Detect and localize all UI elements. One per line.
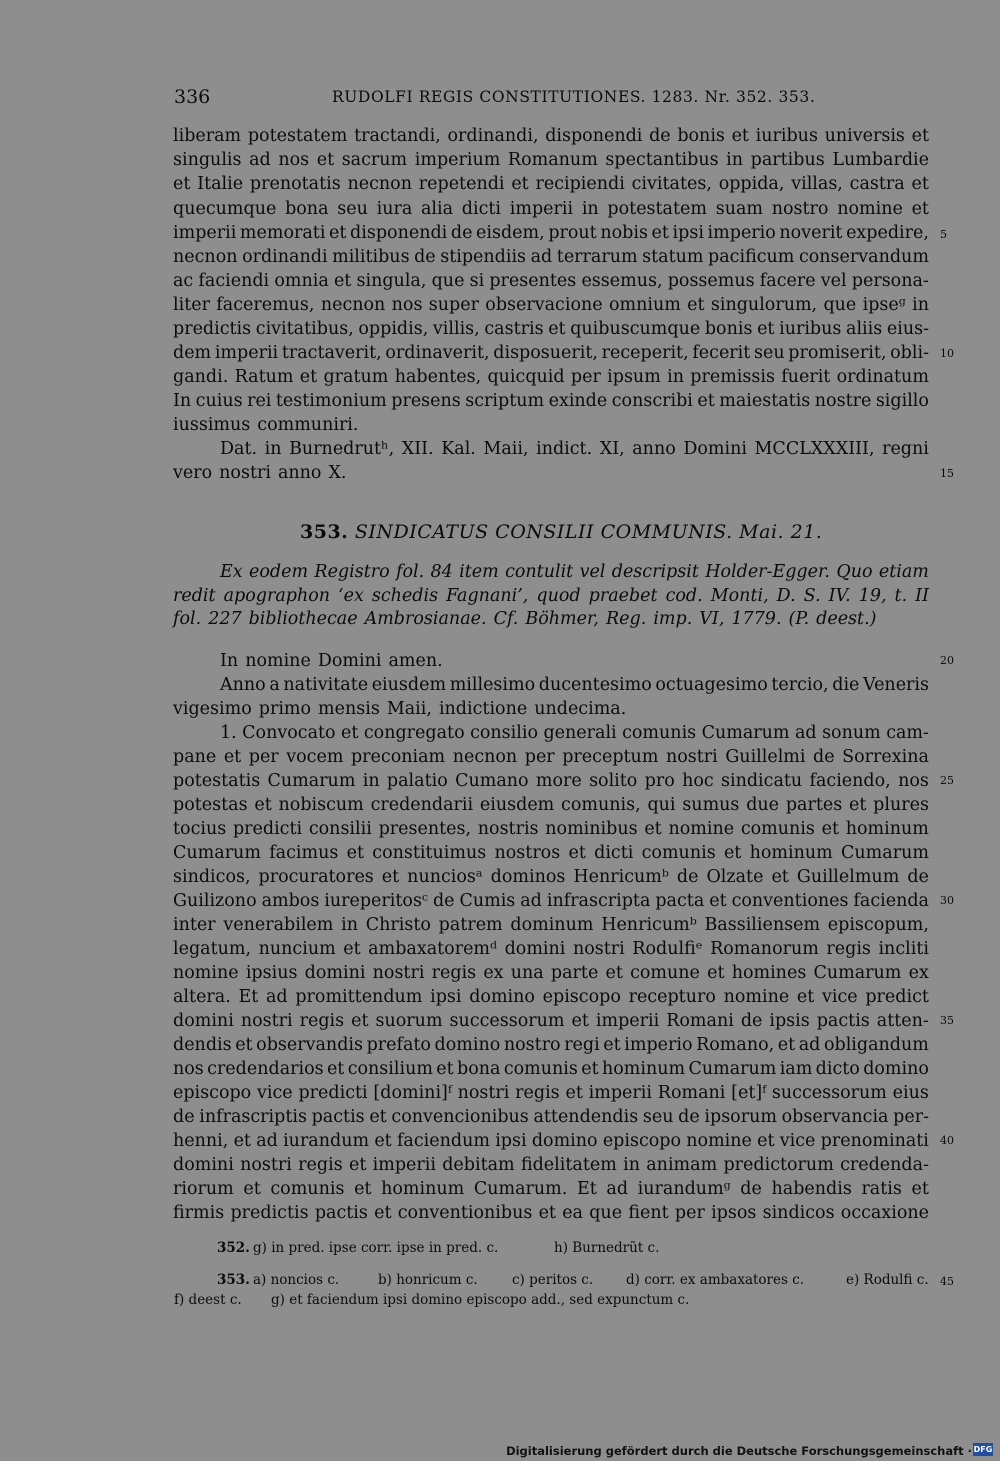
text-line: domini nostri regis et suorum successorum et imperii Romani de ipsis pactis atten- [173, 1011, 929, 1031]
text-line: vero nostri anno X. [173, 463, 347, 483]
text-line: henni, et ad iurandum et faciendum ipsi domino episcopo nomine et vice prenominati [173, 1131, 929, 1151]
text-line: pane et per vocem preconiam necnon per preceptum nostri Guillelmi de Sorrexina [173, 747, 929, 767]
text-line: gandi. Ratum et gratum habentes, quicquid per ipsum in premissis fuerit ordinatum [173, 367, 929, 387]
text-line: In cuius rei testimonium presens scriptum exinde conscribi et maiestatis nostre sigillo [173, 391, 929, 411]
text-line: predictis civitatibus, oppidis, villis, castris et quibuscumque bonis et iuribus aliis eius- [173, 319, 929, 339]
page-number: 336 [174, 86, 211, 108]
text-line: necnon ordinandi militibus de stipendiis ad terrarum statum pacificum conservandum [173, 247, 929, 267]
text-line: Cumarum facimus et constituimus nostros et dicti comunis et hominum Cumarum [173, 843, 929, 863]
footer-credit: Digitalisierung gefördert durch die Deutsche Forschungsgemeinschaft · [506, 1444, 972, 1458]
text-line: legatum, nuncium et ambaxatoremᵈ domini nostri Rodulfiᵉ Romanorum regis incliti [173, 939, 929, 959]
text-line: nos credendarios et consilium et bona comunis et hominum Cumarum iam dicto domino [173, 1059, 929, 1079]
text-line: inter venerabilem in Christo patrem dominum Henricumᵇ Bassiliensem episcopum, [173, 915, 929, 935]
margin-line-number: 15 [940, 467, 954, 480]
text-line: et Italie prenotatis necnon repetendi et recipiendi civitates, oppida, villas, castra et [173, 174, 929, 194]
margin-line-number: 10 [940, 347, 954, 360]
section-number: 353. [300, 521, 349, 543]
margin-line-number: 30 [940, 894, 954, 907]
text-line: singulis ad nos et sacrum imperium Romanum spectantibus in partibus Lumbardie [173, 150, 929, 170]
footnote-353-e: e) Rodulfi c. [846, 1272, 929, 1288]
margin-line-number: 5 [940, 228, 947, 241]
margin-line-number: 35 [940, 1014, 954, 1027]
section-title [300, 521, 822, 543]
dfg-logo-icon: DFG [973, 1445, 993, 1454]
margin-line-number: 25 [940, 774, 954, 787]
footnote-353-f: f) deest c. [174, 1292, 242, 1308]
footnote-number-353: 353. [217, 1272, 250, 1288]
text-line: vigesimo primo mensis Maii, indictione undecima. [173, 699, 627, 719]
footnote-353-g: g) et faciendum ipsi domino episcopo add., sed expunctum c. [271, 1292, 690, 1308]
text-line: 1. Convocato et congregato consilio generali comunis Cumarum ad sonum cam- [220, 723, 929, 743]
text-line: Anno a nativitate eiusdem millesimo ducentesimo octuagesimo tercio, die Veneris [220, 675, 929, 695]
text-line: altera. Et ad promittendum ipsi domino episcopo recepturo nomine et vice predict [173, 987, 929, 1007]
running-header: RUDOLFI REGIS CONSTITUTIONES. 1283. Nr. 352. 353. [332, 88, 816, 106]
text-line: ac faciendi omnia et singula, que si presentes essemus, possemus facere vel persona- [173, 271, 929, 291]
text-line: episcopo vice predicti [domini]ᶠ nostri regis et imperii Romani [et]ᶠ successorum eius [173, 1083, 929, 1103]
text-line: imperii memorati et disponendi de eisdem, prout nobis et ipsi imperio noverit expedire, [173, 223, 929, 243]
text-line: nomine ipsius domini nostri regis ex una parte et comune et homines Cumarum ex [173, 963, 929, 983]
text-line: Dat. in Burnedrutʰ, XII. Kal. Maii, indict. XI, anno Domini MCCLXXXIII, regni [220, 439, 929, 459]
text-line: de infrascriptis pactis et convencionibus attendendis seu de ipsorum observancia per- [173, 1107, 929, 1127]
text-line: tocius predicti consilii presentes, nostris nominibus et nomine comunis et hominum [173, 819, 929, 839]
footnote-352-g: g) in pred. ipse corr. ipse in pred. c. [253, 1240, 499, 1256]
text-line: In nomine Domini amen. [220, 651, 443, 671]
text-line: dem imperii tractaverit, ordinaverit, disposuerit, receperit, fecerit seu promiserit, obli- [173, 343, 929, 363]
text-line: riorum et comunis et hominum Cumarum. Et ad iurandumᵍ de habendis ratis et [173, 1179, 929, 1199]
footnote-353-b: b) honricum c. [378, 1272, 478, 1288]
margin-line-number: 45 [940, 1275, 954, 1288]
text-line: sindicos, procuratores et nunciosᵃ dominos Henricumᵇ de Olzate et Guillelmum de [173, 867, 929, 887]
text-line: firmis predictis pactis et conventionibus et ea que fient per ipsos sindicos occaxione [173, 1203, 929, 1223]
margin-line-number: 40 [940, 1134, 954, 1147]
text-line: dendis et observandis prefato domino nostro regi et imperio Romano, et ad obligandum [173, 1035, 929, 1055]
footnote-353-d: d) corr. ex ambaxatores c. [626, 1272, 805, 1288]
source-line: fol. 227 bibliothecae Ambrosianae. Cf. Böhmer, Reg. imp. VI, 1779. (P. deest.) [173, 609, 877, 629]
text-line: potestatis Cumarum in palatio Cumano more solito pro hoc sindicatu faciendo, nos [173, 771, 929, 791]
footnote-number-352: 352. [217, 1240, 250, 1256]
footnote-352-h: h) Burnedrũt c. [554, 1240, 660, 1256]
text-line: iussimus communiri. [173, 415, 359, 435]
text-line: potestas et nobiscum credendarii eiusdem comunis, qui sumus due partes et plures [173, 795, 929, 815]
footnote-353-c: c) peritos c. [512, 1272, 594, 1288]
margin-line-number: 20 [940, 654, 954, 667]
text-line: domini nostri regis et imperii debitam fidelitatem in animam predictorum credenda- [173, 1155, 929, 1175]
text-line: liberam potestatem tractandi, ordinandi, disponendi de bonis et iuribus universis et [173, 126, 929, 146]
source-line: redit apographon ‘ex schedis Fagnani’, quod praebet cod. Monti, D. S. IV. 19, t. II [173, 586, 929, 606]
source-line: Ex eodem Registro fol. 84 item contulit vel descripsit Holder-Egger. Quo etiam [220, 562, 929, 582]
footnote-353-a: a) noncios c. [253, 1272, 340, 1288]
text-line: quecumque bona seu iura alia dicti imperii in potestatem suam nostro nomine et [173, 199, 929, 219]
text-line: Guilizono ambos iureperitosᶜ de Cumis ad infrascripta pacta et conventiones facienda [173, 891, 929, 911]
text-line: liter faceremus, necnon nos super observacione omnium et singulorum, que ipseᵍ in [173, 295, 929, 315]
section-heading: SINDICATUS CONSILII COMMUNIS. Mai. 21. [354, 521, 823, 543]
